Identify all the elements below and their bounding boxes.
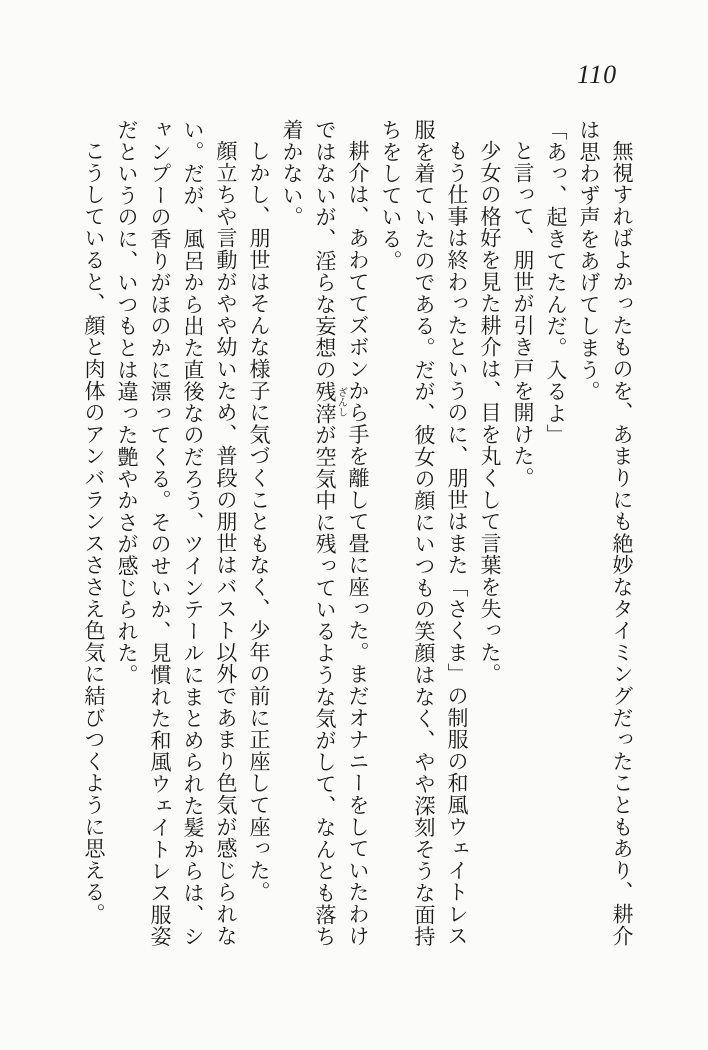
paragraph: しかし、朋世はそんな様子に気づくこともなく、少年の前に正座して座った。 [247,140,271,903]
paragraph: 顔立ちや言動がやや幼いため、普段の朋世はバスト以外であまり色気が感じられない。だが、風呂から出た直後なのだろう、ツインテールにまとめられた髪からは、シャンプーの香りがほのかに漂ってくる。そのせいか、見慣れた和風ウェイトレス服姿だというのに、いつもとは違った艶やかさが感じられた。 [115,119,238,948]
page-number: 110 [577,60,618,89]
furigana-ruby: 残滓ざんし [313,380,347,425]
paragraph: こうしていると、顔と肉体のアンバランスささえ色気に結びつくように思える。 [82,140,106,925]
paragraph: 少女の格好を見た耕介は、目を丸くして言葉を失った。 [478,140,502,685]
furigana-text: ざんし [335,380,347,425]
paragraph: もう仕事は終わったというのに、朋世はまた「さくま」の制服の和風ウェイトレス服を着ていたのである。だが、彼女の顔にいつもの笑顔はなく、やや深刻そうな面持ちをしている。 [379,119,469,948]
paragraph: 耕介は、あわててズボンから手を離して畳に座った。まだオナニーをしていたわけではないが、淫らな妄想の残滓ざんしが空気中に残っているような気がして、なんとも落ち着かない。 [280,119,370,948]
paragraph: 無視すればよかったものを、あまりにも絶妙なタイミングだったこともあり、耕介は思わず声をあげてしまう。 [577,119,634,947]
paragraph: 「あっ、起きてたんだ。入るよ」 [544,119,568,446]
vertical-text-block [77,119,638,949]
paragraph: と言って、朋世が引き戸を開けた。 [511,140,535,489]
